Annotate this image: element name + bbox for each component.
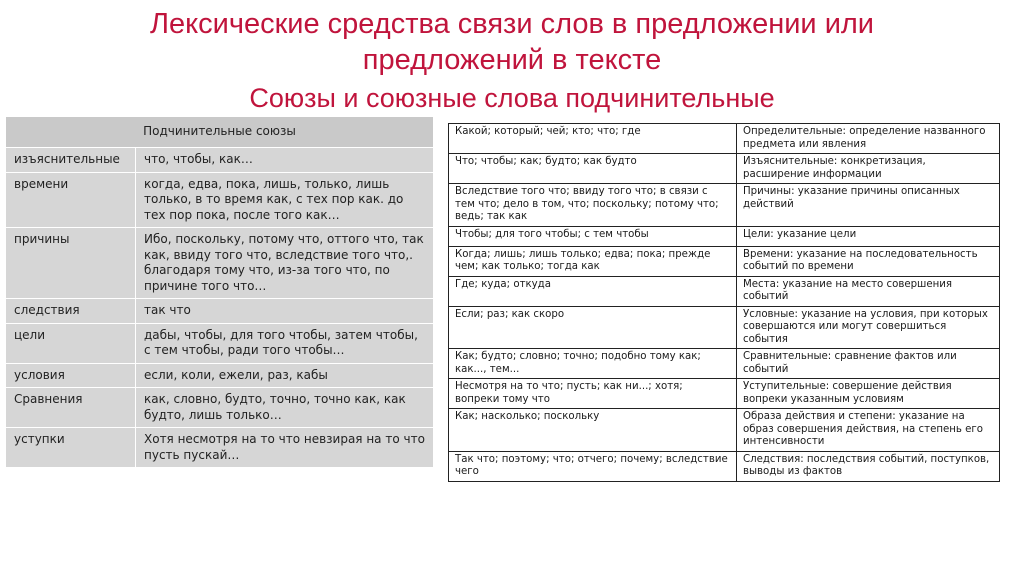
- row-conjunctions: Несмотря на то что; пусть; как ни...; хотя; вопреки тому что: [449, 379, 737, 409]
- row-conjunctions: Где; куда; откуда: [449, 276, 737, 306]
- table-row: [449, 379, 1000, 409]
- row-conjunctions: что, чтобы, как…: [136, 148, 434, 173]
- row-meaning: Изъяснительные: конкретизация, расширение информации: [737, 154, 1000, 184]
- row-conjunctions: так что: [136, 299, 434, 324]
- row-category: условия: [6, 363, 136, 388]
- row-meaning: Времени: указание на последовательность событий по времени: [737, 246, 1000, 276]
- table-row: [6, 363, 434, 388]
- row-conjunctions: Вследствие того что; ввиду того что; в связи с тем что; дело в том, что; поскольку; потому что; ведь; так как: [449, 184, 737, 227]
- table-row: [6, 148, 434, 173]
- row-meaning: Образа действия и степени: указание на образ совершения действия, на степень его интенсивности: [737, 409, 1000, 452]
- right-table-body: [449, 124, 1000, 482]
- row-category: следствия: [6, 299, 136, 324]
- row-conjunctions: Как; будто; словно; точно; подобно тому как; как..., тем...: [449, 349, 737, 379]
- row-conjunctions: Ибо, поскольку, потому что, оттого что, так как, ввиду того что, вследствие того что,. благодаря тому что, из-за того что, по причине того что…: [136, 228, 434, 299]
- row-conjunctions: Если; раз; как скоро: [449, 306, 737, 349]
- table-row: [449, 124, 1000, 154]
- row-conjunctions: Когда; лишь; лишь только; едва; пока; прежде чем; как только; тогда как: [449, 246, 737, 276]
- table-row: [449, 306, 1000, 349]
- table-row: [6, 428, 434, 468]
- row-meaning: Сравнительные: сравнение фактов или событий: [737, 349, 1000, 379]
- table-row: [6, 299, 434, 324]
- row-conjunctions: Хотя несмотря на то что невзирая на то что пусть пускай…: [136, 428, 434, 468]
- slide-title: [0, 6, 1024, 78]
- row-category: уступки: [6, 428, 136, 468]
- row-meaning: Уступительные: совершение действия вопреки указанным условиям: [737, 379, 1000, 409]
- table-row: [449, 154, 1000, 184]
- row-conjunctions: дабы, чтобы, для того чтобы, затем чтобы, с тем чтобы, ради того чтобы…: [136, 323, 434, 363]
- subordinating-conjunctions-table: [5, 116, 434, 468]
- row-conjunctions: Чтобы; для того чтобы; с тем чтобы: [449, 226, 737, 246]
- table-row: [6, 323, 434, 363]
- table-row: [449, 409, 1000, 452]
- row-conjunctions: Так что; поэтому; что; отчего; почему; вследствие чего: [449, 451, 737, 481]
- title-line-2: предложений в тексте: [362, 44, 662, 76]
- table-row: [449, 226, 1000, 246]
- row-category: изъяснительные: [6, 148, 136, 173]
- row-conjunctions: как, словно, будто, точно, точно как, как будто, лишь только…: [136, 388, 434, 428]
- row-conjunctions: когда, едва, пока, лишь, только, лишь только, в то время как, с тех пор как. до тех пор пока, после того как…: [136, 172, 434, 228]
- title-line-1: Лексические средства связи слов в предложении или: [149, 8, 875, 40]
- row-conjunctions: Что; чтобы; как; будто; как будто: [449, 154, 737, 184]
- table-row: [6, 172, 434, 228]
- row-category: Сравнения: [6, 388, 136, 428]
- row-meaning: Цели: указание цели: [737, 226, 1000, 246]
- table-header: Подчинительные союзы: [6, 117, 434, 148]
- row-category: цели: [6, 323, 136, 363]
- table-row: [449, 276, 1000, 306]
- row-meaning: Места: указание на место совершения событий: [737, 276, 1000, 306]
- row-conjunctions: Какой; который; чей; кто; что; где: [449, 124, 737, 154]
- conjunctions-meaning-table: [448, 123, 1000, 482]
- table-row: [449, 451, 1000, 481]
- slide-subtitle: Союзы и союзные слова подчинительные: [249, 83, 775, 113]
- table-row: [449, 184, 1000, 227]
- table-row: [449, 349, 1000, 379]
- row-category: причины: [6, 228, 136, 299]
- table-row: [449, 246, 1000, 276]
- row-meaning: Причины: указание причины описанных действий: [737, 184, 1000, 227]
- row-conjunctions: если, коли, ежели, раз, кабы: [136, 363, 434, 388]
- row-category: времени: [6, 172, 136, 228]
- row-meaning: Условные: указание на условия, при которых совершаются или могут совершиться события: [737, 306, 1000, 349]
- left-table-body: [6, 148, 434, 468]
- row-conjunctions: Как; насколько; поскольку: [449, 409, 737, 452]
- table-row: [6, 228, 434, 299]
- row-meaning: Следствия: последствия событий, поступков, выводы из фактов: [737, 451, 1000, 481]
- table-row: [6, 388, 434, 428]
- row-meaning: Определительные: определение названного предмета или явления: [737, 124, 1000, 154]
